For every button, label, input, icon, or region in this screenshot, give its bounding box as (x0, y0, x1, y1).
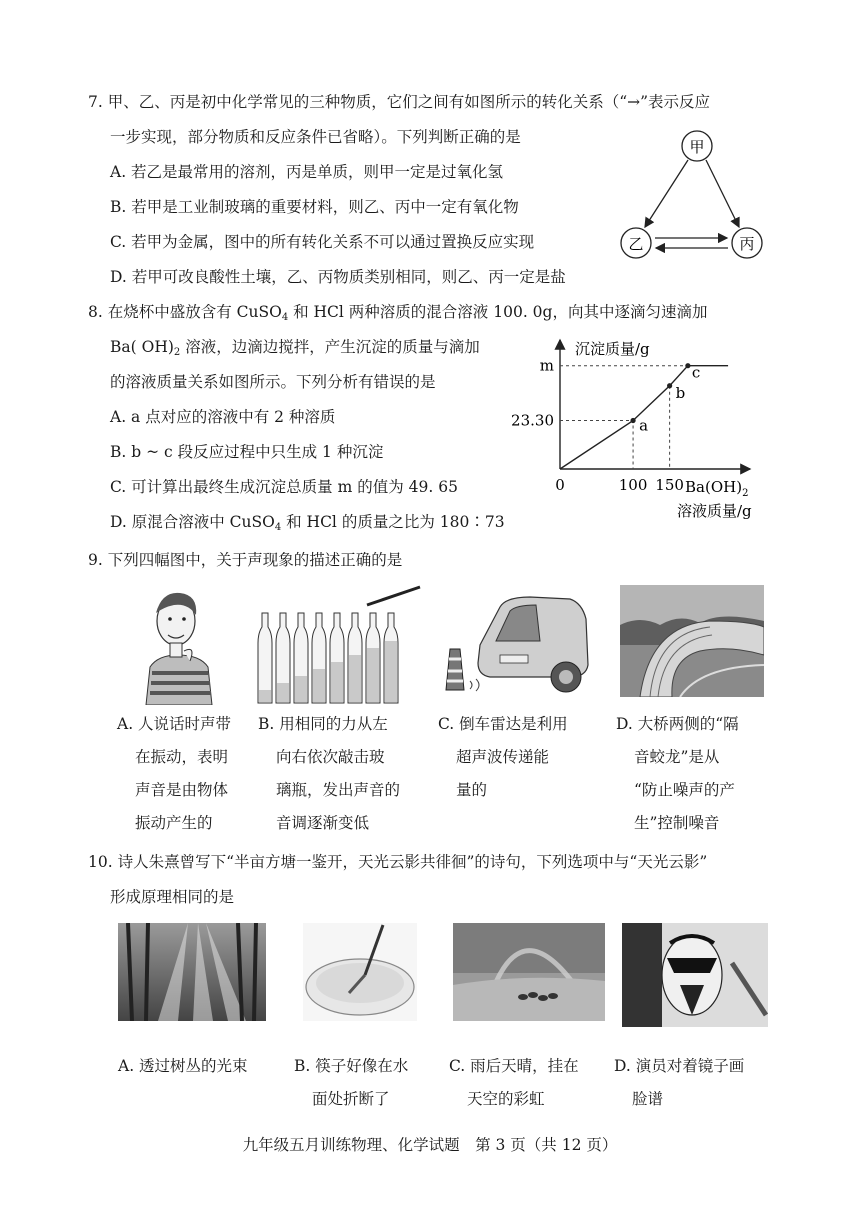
q10-caption-a (118, 1050, 248, 1083)
q9-caption-line: C. 倒车雷达是利用 (438, 715, 568, 733)
q7-stem-line1: 7. 甲、乙、丙是初中化学常见的三种物质，它们之间有如图所示的转化关系（“→”表示反应 (88, 93, 711, 111)
q10-caption-line: B. 筷子好像在水 (294, 1057, 409, 1075)
bottle-water (259, 690, 271, 702)
q8-stem-line3: 的溶液质量关系如图所示。下列分析有错误的是 (110, 373, 436, 391)
bottle-water (295, 676, 307, 702)
q9-caption-line: 在振动，表明 (135, 748, 229, 766)
q9-caption-d (616, 708, 739, 840)
q9-figure-c-reversing-car (440, 585, 590, 705)
q10-caption-line: 天空的彩虹 (467, 1090, 545, 1108)
q9-figure-b-water-bottles (252, 585, 427, 705)
q7-option-b: B. 若甲是工业制玻璃的重要材料，则乙、丙中一定有氧化物 (110, 198, 519, 216)
q9-caption-line: 振动产生的 (135, 814, 213, 832)
x-axis-label-line2: 溶液质量/g (677, 502, 752, 520)
q10-caption-d (614, 1050, 744, 1116)
node-jia-label: 甲 (689, 138, 705, 156)
point-label-c: c (691, 363, 701, 382)
q9-caption-b (258, 708, 400, 840)
q8-stem-line2: Ba( OH)2 溶液，边滴边搅拌，产生沉淀的质量与滴加 (110, 338, 480, 358)
bottle-water (313, 669, 325, 702)
q9-caption-line: 璃瓶，发出声音的 (276, 781, 401, 799)
q10-stem-line2: 形成原理相同的是 (110, 888, 235, 906)
q8-option-d: D. 原混合溶液中 CuSO4 和 HCl 的质量之比为 180∶73 (110, 513, 505, 533)
q10-figure-a-light-beams (118, 923, 266, 1021)
q10-figure-b-chopsticks-in-water (303, 923, 417, 1021)
q9-caption-line: B. 用相同的力从左 (258, 715, 388, 733)
point-c (685, 363, 690, 368)
x-tick-label: 0 (555, 476, 565, 494)
q9-stem: 9. 下列四幅图中，关于声现象的描述正确的是 (88, 551, 403, 569)
q10-caption-line: A. 透过树丛的光束 (118, 1057, 248, 1075)
bottle-water (349, 655, 361, 702)
q7-option-c: C. 若甲为金属，图中的所有转化关系不可以通过置换反应实现 (110, 233, 535, 251)
striking-stick (367, 587, 420, 605)
q10-caption-b (294, 1050, 408, 1116)
node-yi-label: 乙 (628, 235, 644, 253)
q9-caption-line: 音调逐渐变低 (276, 814, 370, 832)
q10-figure-c-rainbow (453, 923, 605, 1021)
q9-caption-line: 超声波传递能 (456, 748, 550, 766)
q9-figure-a-speaking-person (128, 585, 228, 705)
q10-caption-c (449, 1050, 579, 1116)
q8-stem-line1: 8. 在烧杯中盛放含有 CuSO4 和 HCl 两种溶质的混合溶液 100. 0g，向其中逐滴匀速滴加 (88, 303, 708, 323)
q9-caption-line: 量的 (456, 781, 488, 799)
x-tick-label: 150 (655, 476, 684, 494)
y-tick-label: m (539, 356, 554, 375)
point-b (667, 383, 672, 388)
q9-caption-line: 生”控制噪音 (634, 814, 720, 832)
q9-caption-a (117, 708, 231, 840)
x-tick-label: 100 (618, 476, 648, 494)
q7-option-d: D. 若甲可改良酸性土壤，乙、丙物质类别相同，则乙、丙一定是盐 (110, 268, 566, 286)
q9-caption-c (438, 708, 568, 807)
q9-caption-line: “防止噪声的产 (634, 781, 735, 799)
q10-caption-line: 脸谱 (632, 1090, 664, 1108)
point-label-b: b (675, 383, 686, 402)
page-footer: 九年级五月训练物理、化学试题 第 3 页（共 12 页） (242, 1136, 618, 1154)
node-bing-label: 丙 (739, 235, 755, 253)
q8-option-b: B. b ~ c 段反应过程中只生成 1 种沉淀 (110, 443, 384, 461)
q9-caption-line: 声音是由物体 (135, 781, 229, 799)
q7-stem-line2: 一步实现，部分物质和反应条件已省略）。下列判断正确的是 (110, 128, 521, 146)
bottle-water (277, 683, 289, 702)
x-axis-label-line1: $Ba(OH)_2$ (685, 478, 749, 499)
bottle-water (367, 648, 379, 702)
q7-option-a: A. 若乙是最常用的溶剂，丙是单质，则甲一定是过氧化氢 (110, 163, 504, 181)
q10-caption-line: C. 雨后天晴，挂在 (449, 1057, 579, 1075)
q10-figure-d-actor-mirror (622, 923, 768, 1027)
q10-caption-line: 面处折断了 (312, 1090, 390, 1108)
point-a (630, 418, 635, 423)
q10-caption-line: D. 演员对着镜子画 (614, 1057, 745, 1075)
q8-precipitate-chart (505, 332, 780, 530)
q9-figure-d-noise-barrier (620, 585, 764, 697)
bottle-water (385, 641, 397, 702)
q8-option-c: C. 可计算出最终生成沉淀总质量 m 的值为 49. 65 (110, 478, 458, 496)
q10-stem-line1: 10. 诗人朱熹曾写下“半亩方塘一鉴开，天光云影共徘徊”的诗句，下列选项中与“天光云影” (88, 853, 708, 871)
y-axis-label: 沉淀质量/g (575, 340, 650, 358)
arrow-jia-to-bing (706, 160, 739, 227)
glass-bottle (258, 613, 272, 703)
q8-option-a: A. a 点对应的溶液中有 2 种溶质 (110, 408, 336, 426)
q7-conversion-diagram (615, 125, 780, 285)
arrow-jia-to-yi (645, 160, 688, 227)
q9-caption-line: 向右依次敲击玻 (276, 748, 385, 766)
q9-caption-line: D. 大桥两侧的“隔 (616, 715, 739, 733)
q9-caption-line: A. 人说话时声带 (117, 715, 232, 733)
y-tick-label: 23.30 (511, 411, 554, 430)
bottle-water (331, 662, 343, 702)
q9-caption-line: 音蛟龙”是从 (634, 748, 720, 766)
point-label-a: a (639, 416, 649, 435)
